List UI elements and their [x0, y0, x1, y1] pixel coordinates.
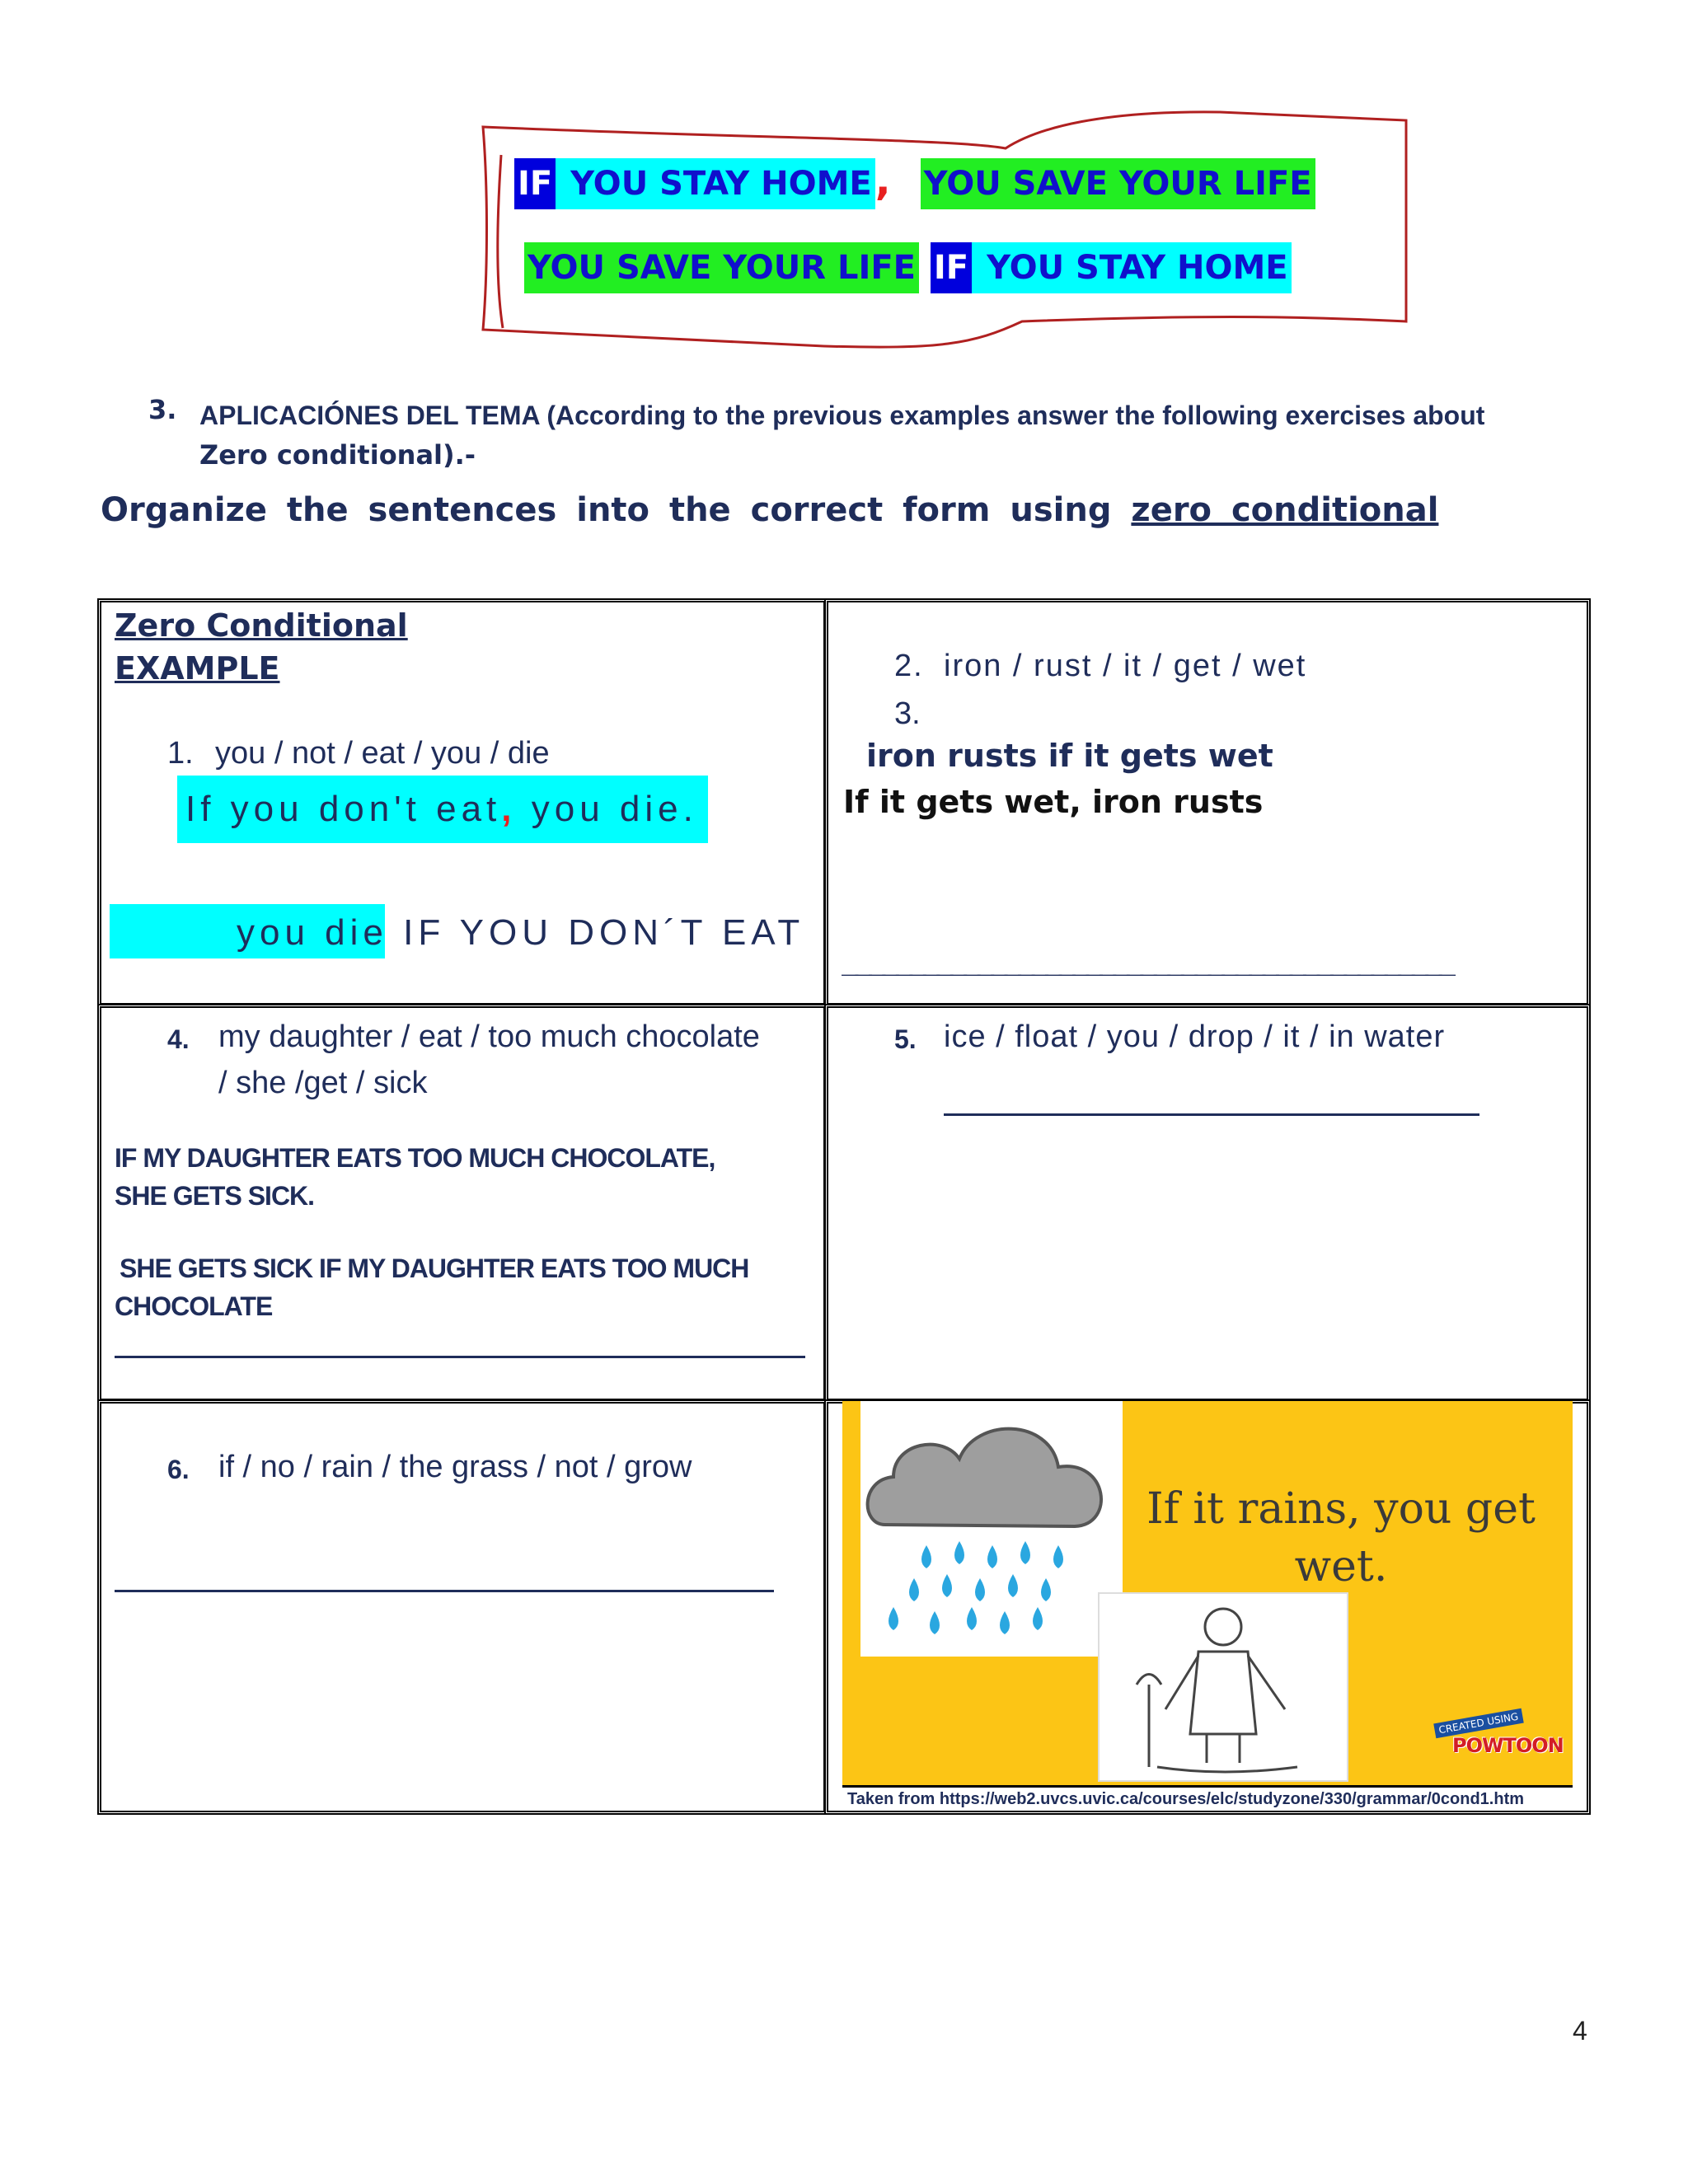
answer-blank[interactable] — [115, 1590, 774, 1592]
answer-2: If it gets wet, iron rusts — [843, 784, 1264, 820]
answer-1: iron rusts if it gets wet — [866, 738, 1273, 774]
answer2 — [237, 912, 804, 954]
result-clause: YOU SAVE YOUR LIFE — [921, 158, 1315, 209]
answer-blank[interactable]: _____________________________________________ — [842, 944, 1453, 977]
condition-clause: YOU STAY HOME — [556, 158, 875, 209]
if-highlight: IF — [514, 158, 556, 209]
answer-1-line-1: IF MY DAUGHTER EATS TOO MUCH CHOCOLATE, — [115, 1143, 715, 1173]
picture-caption — [1123, 1480, 1559, 1596]
item-number: 5. — [894, 1024, 917, 1054]
item-prompt-line-1: my daughter / eat / too much chocolate — [218, 1019, 760, 1054]
cloud-panel — [860, 1401, 1123, 1657]
item-number: 2. — [894, 649, 924, 683]
exercise-4-cell — [97, 1004, 828, 1403]
answer-2-line-2: CHOCOLATE — [115, 1291, 273, 1321]
answer-1-line-2: SHE GETS SICK. — [115, 1181, 315, 1211]
item-number: 4. — [167, 1024, 190, 1054]
instruction — [101, 491, 1438, 529]
credit-rule — [842, 1785, 1573, 1788]
scroll-shape-icon — [478, 105, 1409, 353]
exercise-5-cell — [824, 1004, 1591, 1403]
rain-cloud-icon — [860, 1401, 1123, 1657]
answer2-result: you die — [237, 912, 388, 953]
exercise-2-cell — [824, 598, 1591, 1007]
item-number: 1. — [167, 736, 194, 771]
image-credit: Taken from https://web2.uvcs.uvic.ca/courses/elc/studyzone/330/grammar/0cond1.htm — [847, 1790, 1525, 1808]
example-subtitle: EXAMPLE — [115, 650, 280, 687]
instruction-text: Organize the sentences into the correct form using — [101, 491, 1112, 529]
page-number: 4 — [1573, 2016, 1587, 2046]
banner-line-2 — [524, 249, 1292, 287]
wet-person-icon — [1100, 1594, 1347, 1780]
item-prompt: you / not / eat / you / die — [215, 736, 550, 771]
scroll-banner — [478, 105, 1409, 353]
section-heading-line-1: APLICACIÓNES DEL TEMA (According to the previous examples answer the following exercises about — [199, 401, 1485, 430]
instruction-underlined: zero conditional — [1131, 491, 1439, 529]
answer-clause: If you don't eat — [185, 789, 502, 829]
comma: , — [874, 157, 891, 204]
example-title: Zero Conditional — [115, 607, 408, 644]
answer-blank[interactable] — [115, 1356, 805, 1358]
item-prompt-line-2: / she /get / sick — [218, 1066, 428, 1100]
item-prompt: ice / float / you / drop / it / in water — [944, 1019, 1446, 1054]
badge-brand: POWTOON — [1452, 1734, 1564, 1757]
item-prompt: iron / rust / it / get / wet — [944, 649, 1307, 683]
comma: , — [501, 789, 517, 829]
answer-blank[interactable] — [944, 1113, 1479, 1116]
if-highlight: IF — [931, 242, 972, 293]
result-clause: YOU SAVE YOUR LIFE — [524, 242, 919, 293]
if-it-rains-illustration — [842, 1401, 1573, 1787]
answer-clause: you die. — [516, 789, 698, 829]
badge-top: CREATED USING — [1433, 1708, 1523, 1738]
section-heading-line-2: Zero conditional).- — [199, 439, 476, 471]
answer-highlight — [177, 776, 708, 843]
wet-person-panel — [1098, 1592, 1348, 1782]
item-number-3: 3. — [894, 696, 921, 731]
answer2-condition: IF YOU DON´T EAT — [387, 912, 805, 953]
condition-clause: YOU STAY HOME — [972, 242, 1292, 293]
exercise-6-cell — [97, 1399, 828, 1815]
section-heading — [199, 396, 1485, 475]
section-number: 3. — [148, 394, 177, 425]
item-prompt: if / no / rain / the grass / not / grow — [218, 1450, 692, 1484]
item-number: 6. — [167, 1455, 190, 1484]
example-cell — [97, 598, 828, 1007]
picture-caption-line-2: wet. — [1294, 1542, 1388, 1591]
answer-2-line-1: SHE GETS SICK IF MY DAUGHTER EATS TOO MUCH — [120, 1254, 749, 1283]
banner-line-1 — [514, 157, 1315, 204]
powtoon-logo — [1429, 1710, 1564, 1767]
picture-caption-line-1: If it rains, you get — [1146, 1484, 1536, 1534]
